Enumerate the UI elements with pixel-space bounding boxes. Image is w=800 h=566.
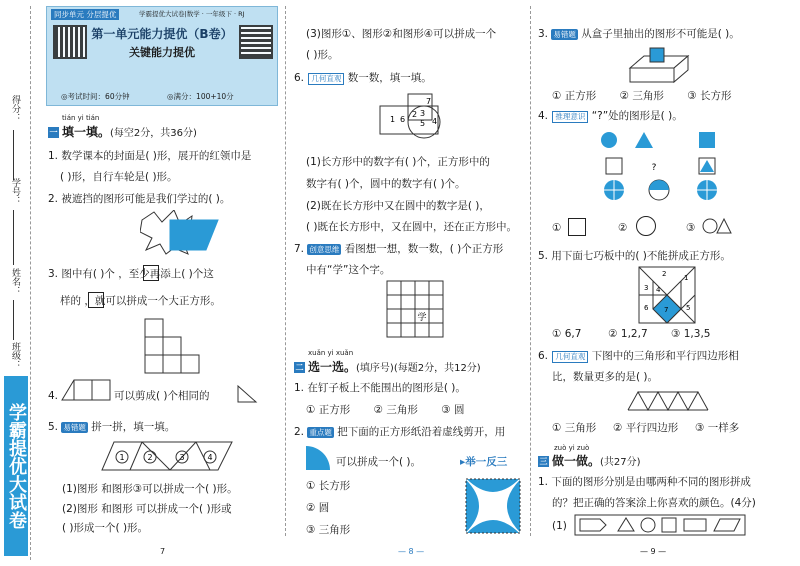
q6-part1b: 数字有( )个，圆中的数字有( )个。 xyxy=(306,178,466,190)
c2-line2: 可以拼成一个( )。 xyxy=(336,456,422,468)
q5r-option-2: ② 1,2,7 xyxy=(608,328,648,340)
q2-text: 2. 被遮挡的图形可能是我们学过的( )。 xyxy=(48,193,231,205)
triangle-icon xyxy=(236,384,258,404)
q5r-text: 5. 用下面七巧板中的( )不能拼成正方形。 xyxy=(538,250,731,262)
exam-time: ◎考试时间：60分钟 xyxy=(61,92,130,101)
tangram-label-6: 6 xyxy=(644,304,649,312)
para-label-3: 3 xyxy=(179,453,185,462)
cut-shape-figure xyxy=(60,378,112,402)
tangram-label-2: 2 xyxy=(662,270,667,278)
overlap-label-1: 1 xyxy=(390,115,396,124)
page-number-8: — 8 — xyxy=(398,547,425,556)
box-figure xyxy=(628,46,692,86)
q5-part3: (3)图形①、图形②和图形④可以拼成一个 xyxy=(306,28,497,40)
tangram-label-3: 3 xyxy=(644,284,649,292)
pattern-question-mark: ? xyxy=(651,163,657,173)
pattern-grid-figure xyxy=(594,128,724,202)
q4r-opt2: ② xyxy=(618,222,628,234)
key-question-tag: 重点题 xyxy=(309,428,332,437)
tangram-figure xyxy=(638,266,696,324)
series-line: 学霸提优大试卷|数学 · 一年级下 · RJ xyxy=(139,10,245,18)
q3r-option-1: ① 正方形 xyxy=(552,90,597,102)
staircase-squares-figure xyxy=(144,318,204,378)
para-label-2: 2 xyxy=(147,453,153,462)
section2-pinyin: xuǎn yi xuǎn xyxy=(308,349,354,357)
q1-line1: 1. 数学课本的封面是( )形，展开的红领巾是 xyxy=(48,150,252,162)
qr-code-left xyxy=(53,25,87,59)
section2-heading: 二 选一选。(填序号)(每题2分，共12分) xyxy=(295,360,481,374)
quarter-circle-icon xyxy=(305,445,331,471)
para-label-1: 1 xyxy=(119,453,125,462)
q5r-option-3: ③ 1,3,5 xyxy=(671,328,711,340)
q3-line1: 3. 图中有( )个 ，至少再添上( )个这 xyxy=(48,268,214,280)
overlap-label-7: 7 xyxy=(426,97,432,106)
c1-option-3: ③ 圆 xyxy=(441,404,465,416)
geometry-tag: 几何直观 xyxy=(308,73,344,85)
q6r-option-1: ① 三角形 xyxy=(552,422,597,434)
star-cut-figure xyxy=(465,478,521,534)
section3-pinyin: zuò yi zuò xyxy=(554,444,590,452)
section1-pinyin: tián yi tián xyxy=(62,114,100,122)
q6r-option-2: ② 平行四边形 xyxy=(612,422,679,434)
small-square-icon xyxy=(143,265,159,281)
c2-opt1: ① 长方形 xyxy=(306,480,351,492)
parallelogram-puzzle-figure xyxy=(100,440,240,474)
q5r-options xyxy=(552,328,710,341)
q3-line2: 样的 ，就可以拼成一个大正方形。 xyxy=(60,295,221,307)
page-number-7: 7 xyxy=(160,547,166,556)
q4r-opt1-square xyxy=(568,218,586,236)
overlap-label-2: 2 xyxy=(412,110,418,119)
q7-line: 7. 创意思维 看图想一想，数一数，( )个正方形 xyxy=(294,243,504,255)
brand-vertical: 学霸提优大试卷 xyxy=(4,376,28,556)
grid-figure xyxy=(386,280,446,340)
geometry-tag-2: 几何直观 xyxy=(552,351,588,363)
q6-part2a: (2)既在长方形中又在圆中的数字是( )， xyxy=(306,200,490,212)
q1-line2: ( )形，自行车轮是( )形。 xyxy=(60,171,178,183)
q4r-opt2-circle xyxy=(636,216,656,236)
q6r-option-3: ③ 一样多 xyxy=(694,422,740,434)
para-label-4: 4 xyxy=(207,453,213,462)
class-label: 班级： xyxy=(10,342,20,369)
series-badge: 同步单元 分层提优 xyxy=(51,9,119,20)
header-box xyxy=(46,6,278,106)
spine xyxy=(0,0,40,566)
q6r-line2: 比，数量更多的是( )。 xyxy=(552,371,659,383)
shape-options-row xyxy=(574,514,746,536)
section-number-icon-2: 二 xyxy=(295,363,304,372)
q7-line2: 中有“学”这个字。 xyxy=(306,264,391,276)
q3r-options xyxy=(552,90,732,103)
student-id-label: 学号： xyxy=(10,178,20,205)
q4r-line: 4. 推理意识 “?”处的图形是( )。 xyxy=(538,110,683,122)
overlap-label-3: 3 xyxy=(420,109,426,118)
page-number-9: — 9 — xyxy=(640,547,667,556)
grid-char: 学 xyxy=(417,313,427,323)
page-title: 第一单元能力提优（B卷） xyxy=(91,27,233,41)
c2-line: 2. 重点题 把下面的正方形纸沿着虚线剪开，用 xyxy=(294,426,506,438)
reasoning-tag: 推理意识 xyxy=(552,111,588,123)
overlap-shapes-figure xyxy=(378,92,450,142)
small-square-icon-2 xyxy=(88,292,104,308)
c1-options xyxy=(306,404,465,417)
q6-part2b: ( )既在长方形中，又在圆中，还在正方形中。 xyxy=(306,221,518,233)
d1-line2: 的？把正确的答案涂上你喜欢的颜色。(4分) xyxy=(552,497,756,509)
q6-part1a: (1)长方形中的数字有( )个，正方形中的 xyxy=(306,156,490,168)
tangram-label-7: 7 xyxy=(664,306,669,314)
triangle-row-figure xyxy=(626,390,718,412)
section1-heading: 一 填一填。(每空2分，共36分) xyxy=(49,125,197,139)
hidden-shape-figure xyxy=(140,210,220,255)
q5-part1: (1)图形 和图形③可以拼成一个( )形。 xyxy=(62,483,238,495)
d1-line1: 1. 下面的图形分别是由哪两种不同的图形拼成 xyxy=(538,476,751,488)
q5-part2b: ( )形成一个( )形。 xyxy=(62,522,149,534)
c2-opt3: ③ 三角形 xyxy=(306,524,351,536)
section-number-icon: 一 xyxy=(49,128,58,137)
q3r-option-2: ② 三角形 xyxy=(619,90,664,102)
page-subtitle: 关键能力提优 xyxy=(129,46,195,59)
section3-heading: 三 做一做。(共27分) xyxy=(539,454,641,468)
q5-line: 5. 易错题 拼一拼，填一填。 xyxy=(48,421,176,433)
full-score: ◎满分：100+10分 xyxy=(167,92,234,101)
q3r-line: 3. 易错题 从盒子里抽出的图形不可能是( )。 xyxy=(538,28,740,40)
c1-text: 1. 在钉子板上不能围出的图形是( )。 xyxy=(294,382,466,394)
q6r-options xyxy=(552,422,739,435)
qr-code-right xyxy=(239,25,273,59)
error-prone-tag: 易错题 xyxy=(63,423,86,432)
q4r-opt3: ③ xyxy=(686,222,696,234)
score-label: 得分： xyxy=(10,95,20,122)
name-label: 姓名： xyxy=(10,268,20,295)
q4r-opt1: ① xyxy=(552,222,562,234)
section-number-icon-3: 三 xyxy=(539,457,548,466)
q3r-option-3: ③ 长方形 xyxy=(687,90,732,102)
c2-link[interactable]: ▸举一反三 xyxy=(460,456,508,468)
q6r-line: 6. 几何直观 下图中的三角形和平行四边形相 xyxy=(538,350,739,362)
tangram-label-4: 4 xyxy=(656,286,661,294)
q6-line: 6. 几何直观 数一数，填一填。 xyxy=(294,72,432,84)
overlap-label-4: 4 xyxy=(432,117,438,126)
tangram-label-1: 1 xyxy=(684,274,689,282)
creative-thinking-tag: 创意思维 xyxy=(309,245,340,254)
q5-part2: (2)图形 和图形 可以拼成一个( )形或 xyxy=(62,503,232,515)
d1-label: (1) xyxy=(552,520,567,532)
c2-opt2: ② 圆 xyxy=(306,502,330,514)
tangram-label-5: 5 xyxy=(686,304,691,312)
q4-text: 可以剪成( )个相同的 xyxy=(114,390,210,402)
c1-option-1: ① 正方形 xyxy=(306,404,351,416)
overlap-label-6: 6 xyxy=(400,115,406,124)
q4-number: 4. xyxy=(48,390,59,402)
error-prone-tag-2: 易错题 xyxy=(553,30,576,39)
overlap-label-5: 5 xyxy=(420,119,426,128)
q5-part3b: ( )形。 xyxy=(306,49,339,61)
q4r-opt3-shapes xyxy=(702,216,732,236)
c1-option-2: ② 三角形 xyxy=(373,404,418,416)
q5r-option-1: ① 6,7 xyxy=(552,328,582,340)
